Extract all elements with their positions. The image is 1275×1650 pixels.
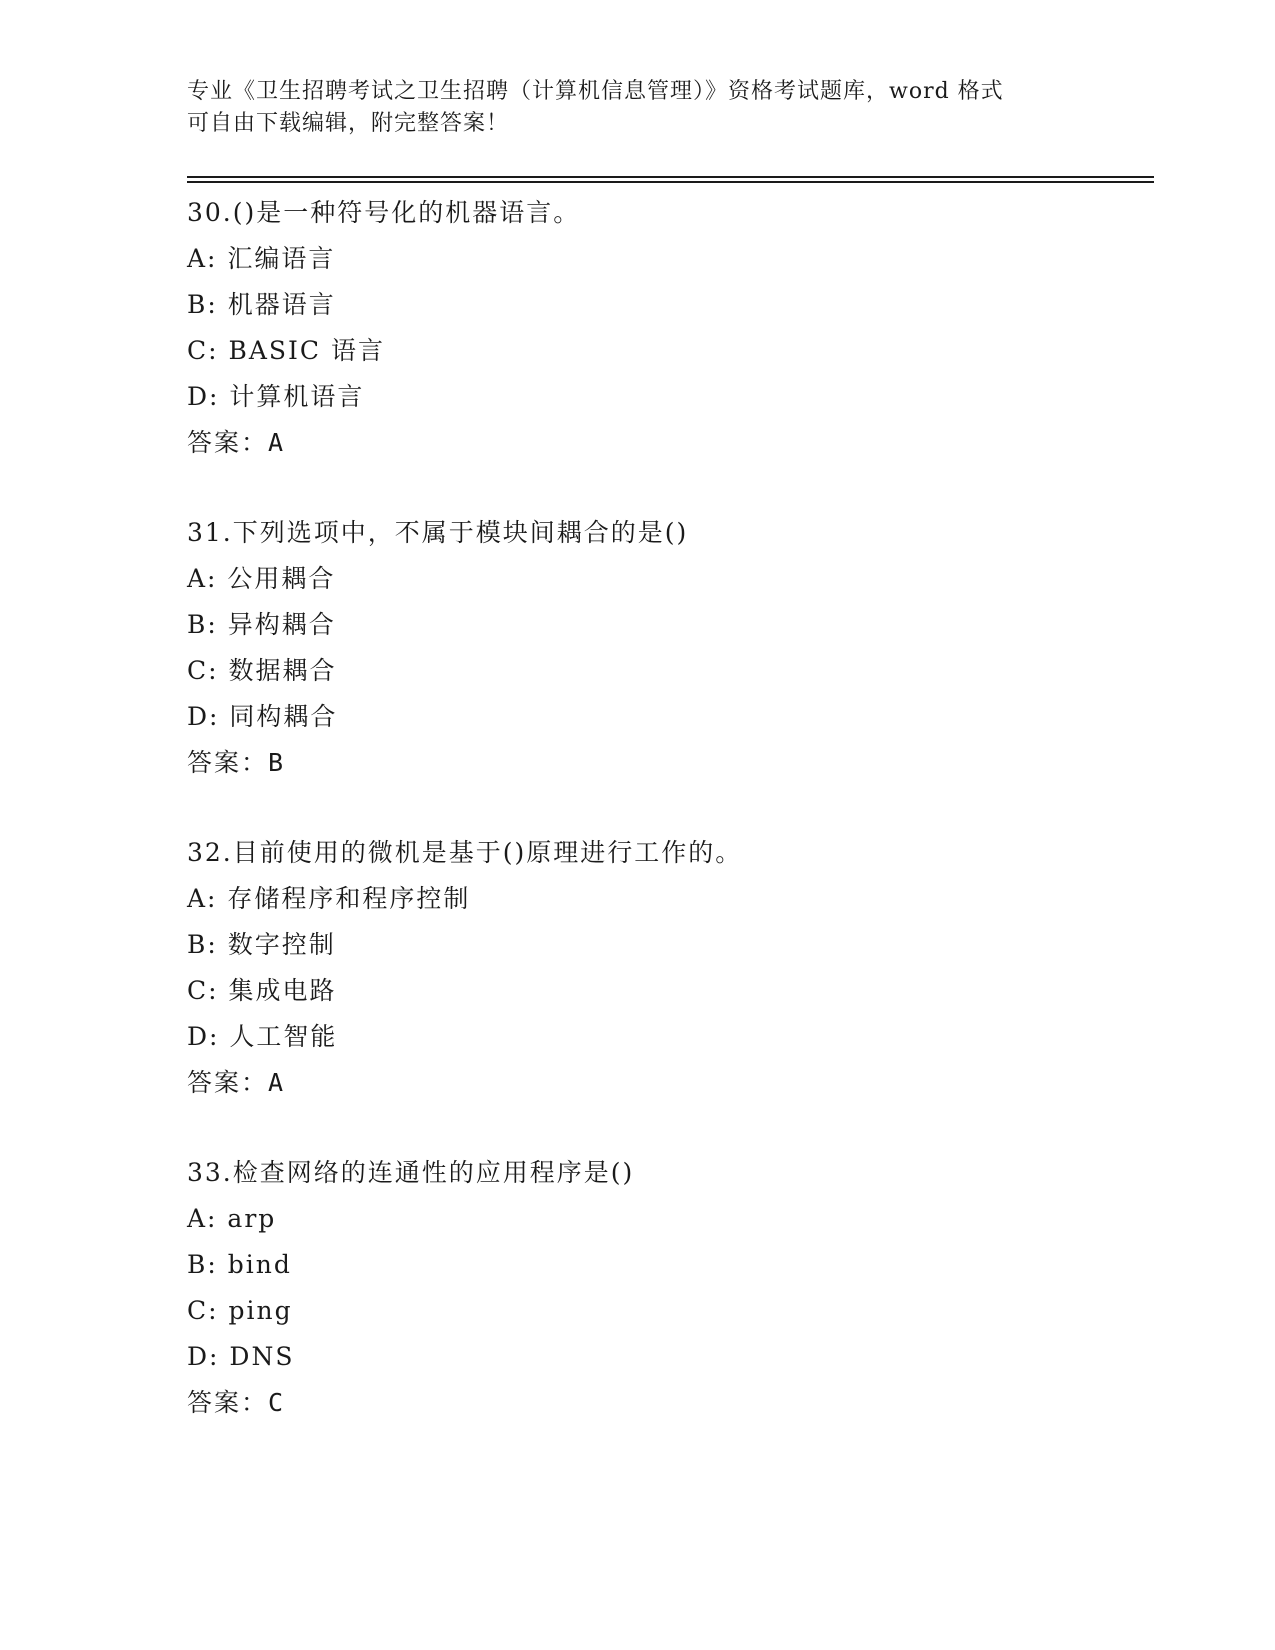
question-32 xyxy=(187,830,1147,1106)
option-d: D: 同构耦合 xyxy=(187,702,338,731)
question-33 xyxy=(187,1150,1147,1426)
option-a: A: 公用耦合 xyxy=(187,564,336,593)
option-c: C: 数据耦合 xyxy=(187,656,337,685)
answer-line: 答案：B xyxy=(187,748,286,777)
answer-line: 答案：A xyxy=(187,428,286,457)
option-c: C: 集成电路 xyxy=(187,976,337,1005)
option-a: A: 存储程序和程序控制 xyxy=(187,884,471,913)
option-d: D: DNS xyxy=(187,1342,295,1371)
header-divider-top xyxy=(187,176,1154,178)
option-c: C: ping xyxy=(187,1296,293,1325)
question-30 xyxy=(187,190,1147,466)
question-stem: 30.()是一种符号化的机器语言。 xyxy=(187,198,581,227)
option-d: D: 计算机语言 xyxy=(187,382,365,411)
answer-line: 答案：C xyxy=(187,1388,286,1417)
option-b: B: 异构耦合 xyxy=(187,610,336,639)
option-c: C: BASIC 语言 xyxy=(187,336,386,365)
option-d: D: 人工智能 xyxy=(187,1022,338,1051)
header-line-1: 专业《卫生招聘考试之卫生招聘（计算机信息管理）》资格考试题库，word 格式 xyxy=(187,79,1004,104)
header-divider-bottom xyxy=(187,181,1154,183)
question-stem: 32.目前使用的微机是基于()原理进行工作的。 xyxy=(187,838,743,867)
question-stem: 33.检查网络的连通性的应用程序是() xyxy=(187,1158,635,1187)
question-31 xyxy=(187,510,1147,786)
option-b: B: 机器语言 xyxy=(187,290,336,319)
answer-line: 答案：A xyxy=(187,1068,286,1097)
option-a: A: 汇编语言 xyxy=(187,244,336,273)
option-b: B: bind xyxy=(187,1250,292,1279)
document-header xyxy=(187,76,1087,140)
header-line-2: 可自由下载编辑，附完整答案！ xyxy=(187,111,510,136)
question-stem: 31.下列选项中，不属于模块间耦合的是() xyxy=(187,518,689,547)
option-a: A: arp xyxy=(187,1204,277,1233)
option-b: B: 数字控制 xyxy=(187,930,336,959)
